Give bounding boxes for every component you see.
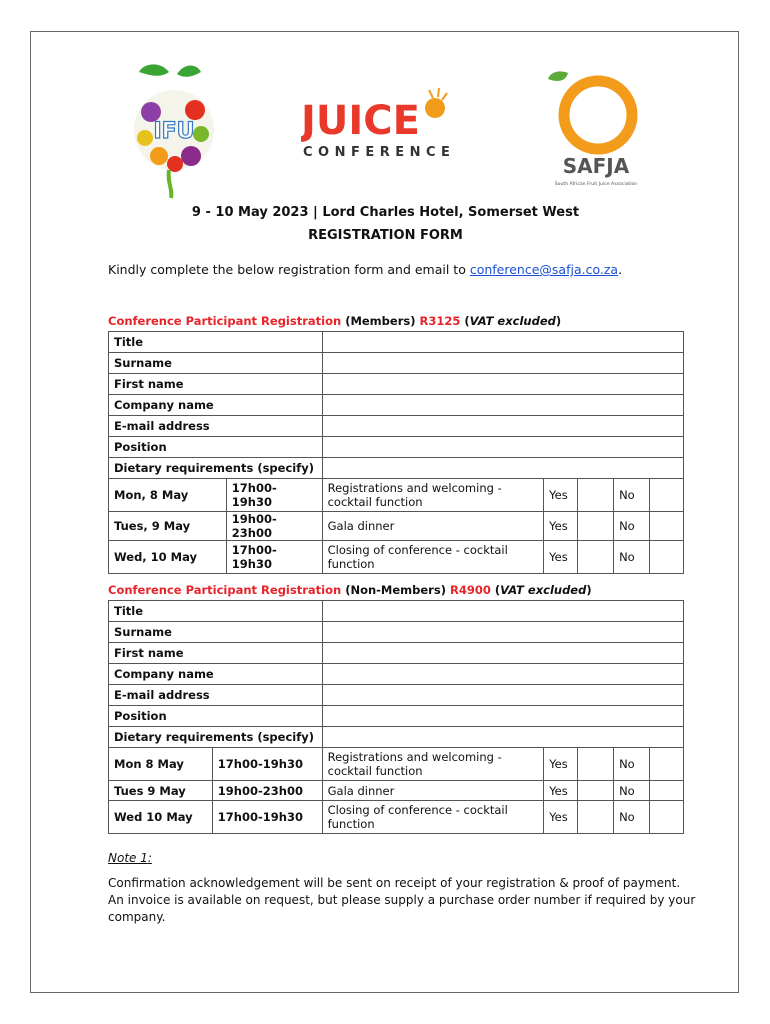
event-description: Registrations and welcoming - cocktail function bbox=[322, 748, 544, 781]
note-colon: : bbox=[147, 851, 152, 865]
table-row bbox=[109, 643, 684, 664]
yes-checkbox[interactable] bbox=[578, 781, 614, 801]
safja-logo-word: SAFJA bbox=[562, 154, 630, 178]
table-row bbox=[109, 353, 684, 374]
members-position-input[interactable] bbox=[322, 437, 683, 458]
table-row bbox=[109, 727, 684, 748]
members-dietary-input[interactable] bbox=[322, 458, 683, 479]
no-label: No bbox=[614, 801, 650, 834]
event-row bbox=[109, 801, 684, 834]
no-checkbox[interactable] bbox=[650, 479, 684, 512]
nonmembers-surname-input[interactable] bbox=[322, 622, 683, 643]
members-vat-close: ) bbox=[555, 314, 562, 328]
nonmembers-first-name-input[interactable] bbox=[322, 643, 683, 664]
event-row bbox=[109, 479, 684, 512]
members-email-input[interactable] bbox=[322, 416, 683, 437]
members-type: (Members) bbox=[345, 314, 416, 328]
intro-end: . bbox=[618, 262, 623, 277]
field-label-company: Company name bbox=[109, 664, 323, 685]
juice-logo-word: JUICE bbox=[301, 98, 420, 144]
form-title: REGISTRATION FORM bbox=[308, 228, 463, 243]
yes-checkbox[interactable] bbox=[578, 512, 614, 541]
event-day: Tues 9 May bbox=[109, 781, 213, 801]
event-day: Tues, 9 May bbox=[109, 512, 227, 541]
event-day: Wed, 10 May bbox=[109, 541, 227, 574]
table-row bbox=[109, 437, 684, 458]
field-label-position: Position bbox=[109, 437, 323, 458]
members-vat-open: ( bbox=[464, 314, 470, 328]
nonmembers-title-label: Conference Participant Registration bbox=[108, 583, 342, 597]
members-price: R3125 bbox=[419, 314, 461, 328]
no-checkbox[interactable] bbox=[650, 512, 684, 541]
yes-label: Yes bbox=[544, 781, 578, 801]
no-label: No bbox=[614, 479, 650, 512]
ifu-logo-text: IFU bbox=[153, 119, 195, 144]
event-row bbox=[109, 541, 684, 574]
field-label-email: E-mail address bbox=[109, 416, 323, 437]
yes-label: Yes bbox=[544, 541, 578, 574]
field-label-position: Position bbox=[109, 706, 323, 727]
members-registration-table bbox=[108, 331, 684, 574]
no-label: No bbox=[614, 781, 650, 801]
event-description: Closing of conference - cocktail function bbox=[322, 801, 544, 834]
event-time: 19h00-23h00 bbox=[212, 781, 322, 801]
yes-label: Yes bbox=[544, 801, 578, 834]
event-time: 17h00-19h30 bbox=[226, 541, 322, 574]
field-label-first-name: First name bbox=[109, 374, 323, 395]
members-title-label: Conference Participant Registration bbox=[108, 314, 342, 328]
table-row bbox=[109, 416, 684, 437]
no-label: No bbox=[614, 512, 650, 541]
no-checkbox[interactable] bbox=[650, 748, 684, 781]
table-row bbox=[109, 458, 684, 479]
table-row bbox=[109, 395, 684, 416]
table-row bbox=[109, 374, 684, 395]
table-row bbox=[109, 706, 684, 727]
field-label-dietary: Dietary requirements (specify) bbox=[109, 458, 323, 479]
field-label-dietary: Dietary requirements (specify) bbox=[109, 727, 323, 748]
email-link[interactable]: conference@safja.co.za bbox=[469, 262, 619, 277]
yes-checkbox[interactable] bbox=[578, 479, 614, 512]
nonmembers-title-input[interactable] bbox=[322, 601, 683, 622]
intro-text bbox=[108, 262, 622, 277]
members-first-name-input[interactable] bbox=[322, 374, 683, 395]
nonmembers-company-input[interactable] bbox=[322, 664, 683, 685]
nonmembers-email-input[interactable] bbox=[322, 685, 683, 706]
event-day: Mon 8 May bbox=[109, 748, 213, 781]
intro-sentence: Kindly complete the below registration form and email to bbox=[108, 262, 466, 277]
nonmembers-vat-open: ( bbox=[494, 583, 501, 597]
safja-logo-sub: South African Fruit Juice Association bbox=[554, 182, 638, 187]
members-vat: VAT excluded bbox=[469, 314, 556, 328]
field-label-surname: Surname bbox=[109, 622, 323, 643]
juice-logo-sub: CONFERENCE bbox=[303, 145, 456, 160]
field-label-surname: Surname bbox=[109, 353, 323, 374]
no-label: No bbox=[614, 748, 650, 781]
nonmembers-vat: VAT excluded bbox=[500, 583, 587, 597]
no-checkbox[interactable] bbox=[650, 801, 684, 834]
logo-bar bbox=[31, 32, 740, 202]
event-description: Registrations and welcoming - cocktail function bbox=[322, 479, 544, 512]
note-heading bbox=[108, 851, 152, 865]
event-description: Gala dinner bbox=[322, 512, 544, 541]
ifu-logo bbox=[129, 60, 219, 200]
juice-conference-logo bbox=[301, 84, 471, 174]
event-time: 17h00-19h30 bbox=[226, 479, 322, 512]
no-checkbox[interactable] bbox=[650, 541, 684, 574]
safja-logo bbox=[546, 65, 646, 195]
nonmembers-position-input[interactable] bbox=[322, 706, 683, 727]
yes-label: Yes bbox=[544, 748, 578, 781]
note-body: Confirmation acknowledgement will be sent on receipt of your registration & proof of payment. An invoice is available on request, but please supply a purchase order number if required by your company. bbox=[108, 876, 696, 924]
members-title-input[interactable] bbox=[322, 332, 683, 353]
members-surname-input[interactable] bbox=[322, 353, 683, 374]
event-day: Mon, 8 May bbox=[109, 479, 227, 512]
event-row bbox=[109, 748, 684, 781]
table-row bbox=[109, 601, 684, 622]
nonmembers-dietary-input[interactable] bbox=[322, 727, 683, 748]
table-row bbox=[109, 685, 684, 706]
event-time: 17h00-19h30 bbox=[212, 801, 322, 834]
nonmembers-vat-close: ) bbox=[586, 583, 592, 597]
field-label-company: Company name bbox=[109, 395, 323, 416]
table-row bbox=[109, 622, 684, 643]
table-row bbox=[109, 664, 684, 685]
yes-label: Yes bbox=[544, 479, 578, 512]
event-description: Gala dinner bbox=[322, 781, 544, 801]
field-label-first-name: First name bbox=[109, 643, 323, 664]
nonmembers-type: (Non-Members) bbox=[345, 583, 446, 597]
yes-checkbox[interactable] bbox=[578, 801, 614, 834]
field-label-title: Title bbox=[109, 601, 323, 622]
field-label-title: Title bbox=[109, 332, 323, 353]
no-label: No bbox=[614, 541, 650, 574]
members-company-input[interactable] bbox=[322, 395, 683, 416]
document-page bbox=[30, 31, 739, 993]
field-label-email: E-mail address bbox=[109, 685, 323, 706]
no-checkbox[interactable] bbox=[650, 781, 684, 801]
yes-checkbox[interactable] bbox=[578, 748, 614, 781]
members-section-title bbox=[108, 314, 561, 328]
nonmembers-registration-table bbox=[108, 600, 684, 834]
table-row bbox=[109, 332, 684, 353]
event-time: 17h00-19h30 bbox=[212, 748, 322, 781]
event-row bbox=[109, 512, 684, 541]
event-date-venue: 9 - 10 May 2023 | Lord Charles Hotel, Somerset West bbox=[191, 205, 580, 220]
event-day: Wed 10 May bbox=[109, 801, 213, 834]
nonmembers-section-title bbox=[108, 583, 592, 597]
event-description: Closing of conference - cocktail function bbox=[322, 541, 544, 574]
yes-checkbox[interactable] bbox=[578, 541, 614, 574]
nonmembers-price: R4900 bbox=[449, 583, 491, 597]
yes-label: Yes bbox=[544, 512, 578, 541]
event-row bbox=[109, 781, 684, 801]
event-time: 19h00-23h00 bbox=[226, 512, 322, 541]
note-title: Note 1 bbox=[108, 851, 148, 865]
